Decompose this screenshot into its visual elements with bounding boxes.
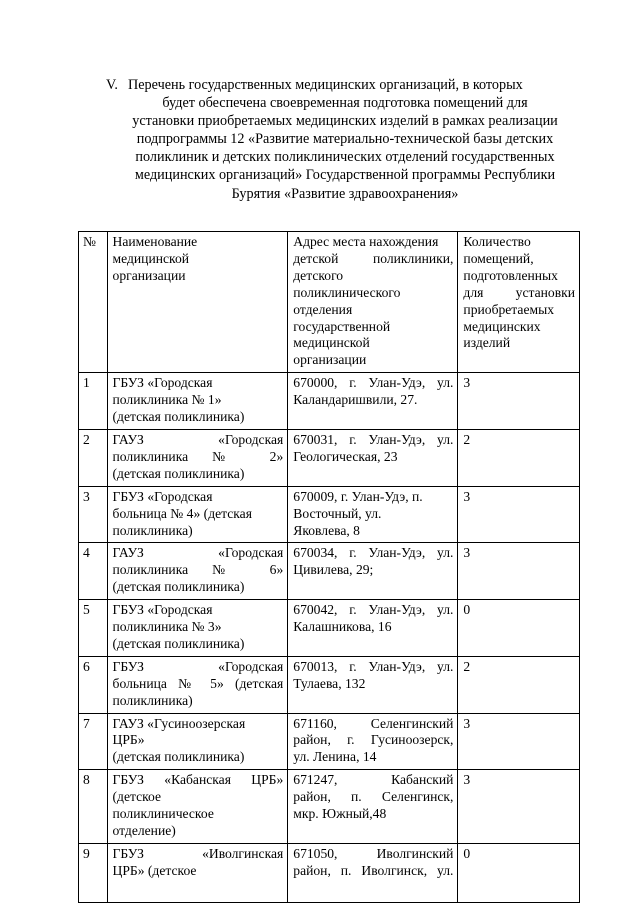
organization-name <box>107 600 288 657</box>
heading-line: подпрограммы 12 «Развитие материально-технической базы детских <box>136 131 554 148</box>
organization-address-line: Калашникова, 16 <box>293 619 392 635</box>
organization-name <box>107 543 288 600</box>
organization-name-line: (детская поликлиника) <box>112 635 245 651</box>
organization-name <box>107 713 288 770</box>
rooms-count: 3 <box>458 373 580 430</box>
organization-name-line: поликлиника) <box>112 522 193 538</box>
row-number: 8 <box>79 770 108 844</box>
organization-address-line: Цивилева, 29; <box>293 562 374 578</box>
heading-line: будет обеспечена своевременная подготовка помещений для <box>162 95 528 112</box>
row-number: 4 <box>79 543 108 600</box>
organization-name <box>107 373 288 430</box>
organization-name-line: больница № 5» (детская <box>112 675 284 691</box>
organization-address-line: Каландаришвили, 27. <box>293 392 418 408</box>
organization-name-line: ГБУЗ «Городская <box>112 602 213 618</box>
section-numeral: V. <box>106 77 118 93</box>
organization-name-line: поликлиническое <box>112 806 214 822</box>
organization-name-line: поликлиника № 1» <box>112 392 222 408</box>
table-row <box>79 600 580 657</box>
table-row <box>79 543 580 600</box>
organization-address <box>288 770 458 844</box>
organization-name-line: ГБУЗ «Иволгинская <box>112 845 284 861</box>
heading-line: Бурятия «Развитие здравоохранения» <box>231 185 459 202</box>
organization-address <box>288 713 458 770</box>
section-heading <box>106 76 584 203</box>
organization-name-line: поликлиника № 2» <box>112 448 284 464</box>
organization-address-line: район, г. Гусиноозерск, <box>293 732 454 748</box>
organization-name-line: ГБУЗ «Городская <box>112 658 284 674</box>
rooms-count: 2 <box>458 656 580 713</box>
organization-address <box>288 843 458 902</box>
organization-address-line: район, п. Иволгинск, ул. <box>293 862 454 878</box>
organization-address <box>288 373 458 430</box>
organization-name-line: поликлиника) <box>112 692 193 708</box>
table-row <box>79 429 580 486</box>
organization-address-line: 670034, г. Улан-Удэ, ул. <box>293 545 454 561</box>
row-number: 7 <box>79 713 108 770</box>
organizations-table <box>78 231 580 903</box>
rooms-count: 0 <box>458 600 580 657</box>
row-number: 5 <box>79 600 108 657</box>
table-header-row <box>79 232 580 373</box>
organization-address-line: район, п. Селенгинск, <box>293 789 454 805</box>
organization-name-line: отделение) <box>112 823 176 838</box>
organization-address-line: ул. Ленина, 14 <box>293 749 377 765</box>
rooms-count: 3 <box>458 713 580 770</box>
organization-name <box>107 486 288 543</box>
row-number: 1 <box>79 373 108 430</box>
row-number: 6 <box>79 656 108 713</box>
organization-address-line: 671050, Иволгинский <box>293 845 454 861</box>
row-number: 3 <box>79 486 108 543</box>
organization-address-line: 671160, Селенгинский <box>293 715 454 731</box>
organization-name-line: ГБУЗ «Городская <box>112 488 213 504</box>
organization-name <box>107 656 288 713</box>
table-row <box>79 770 580 844</box>
organization-name-line: ЦРБ» <box>112 732 145 748</box>
row-number: 9 <box>79 843 108 902</box>
organization-address-line: Яковлева, 8 <box>293 522 360 538</box>
rooms-count: 3 <box>458 770 580 844</box>
organization-name <box>107 429 288 486</box>
table-row <box>79 486 580 543</box>
organization-address <box>288 429 458 486</box>
organization-name-line: ГАУЗ «Городская <box>112 545 284 561</box>
table-row <box>79 373 580 430</box>
rooms-count: 0 <box>458 843 580 902</box>
organization-name-line: (детская поликлиника) <box>112 465 245 481</box>
organization-name-line: поликлиника № 3» <box>112 619 222 635</box>
heading-line: медицинских организаций» Государственной программы Республики <box>134 167 556 184</box>
organization-name-line: ГАУЗ «Гусиноозерская <box>112 715 246 731</box>
row-number: 2 <box>79 429 108 486</box>
organization-name-line: ГБУЗ «Кабанская ЦРБ» <box>112 772 284 788</box>
organization-address-line: 671247, Кабанский <box>293 772 454 788</box>
organization-address-line: 670042, г. Улан-Удэ, ул. <box>293 602 454 618</box>
organization-address-line: Тулаева, 132 <box>293 675 366 691</box>
organization-name-line: (детская поликлиника) <box>112 749 245 765</box>
organization-name <box>107 770 288 844</box>
organization-name-line: (детская поликлиника) <box>112 409 245 425</box>
rooms-count: 2 <box>458 429 580 486</box>
organization-address-line: мкр. Южный,48 <box>293 806 387 822</box>
organization-address <box>288 486 458 543</box>
organization-address-line: 670000, г. Улан-Удэ, ул. <box>293 375 454 391</box>
organization-address-line: Восточный, ул. <box>293 505 382 521</box>
rooms-count: 3 <box>458 543 580 600</box>
organization-address-line: 670009, г. Улан-Удэ, п. <box>293 488 423 504</box>
organization-name <box>107 843 288 902</box>
organization-name-line: ГАУЗ «Городская <box>112 431 284 447</box>
rooms-count: 3 <box>458 486 580 543</box>
table-row <box>79 656 580 713</box>
organization-address-line: Геологическая, 23 <box>293 448 398 464</box>
organization-name-line: ЦРБ» (детское <box>112 862 197 878</box>
header-name: Наименование медицинской организации <box>107 232 288 373</box>
organization-name-line: (детское <box>112 789 162 805</box>
heading-line: поликлиник и детских поликлинических отделений государственных <box>135 149 555 166</box>
header-count: Количество помещений, подготовленных для установки приобретаемых медицинских изделий <box>458 232 580 373</box>
organization-address-line: 670013, г. Улан-Удэ, ул. <box>293 658 454 674</box>
heading-line: установки приобретаемых медицинских изделий в рамках реализации <box>132 113 558 130</box>
header-num: № <box>79 232 108 373</box>
organization-address-line: 670031, г. Улан-Удэ, ул. <box>293 431 454 447</box>
organization-name-line: ГБУЗ «Городская <box>112 375 213 391</box>
heading-line: Перечень государственных медицинских организаций, в которых <box>128 77 523 93</box>
organization-name-line: (детская поликлиника) <box>112 579 245 595</box>
organization-address <box>288 656 458 713</box>
table-row <box>79 843 580 902</box>
organization-address <box>288 600 458 657</box>
header-address: Адрес места нахождения детской поликлиники, детского поликлинического отделения государственной медицинской организации <box>288 232 458 373</box>
organization-address <box>288 543 458 600</box>
organization-name-line: поликлиника № 6» <box>112 562 284 578</box>
organization-name-line: больница № 4» (детская <box>112 505 252 521</box>
table-row <box>79 713 580 770</box>
